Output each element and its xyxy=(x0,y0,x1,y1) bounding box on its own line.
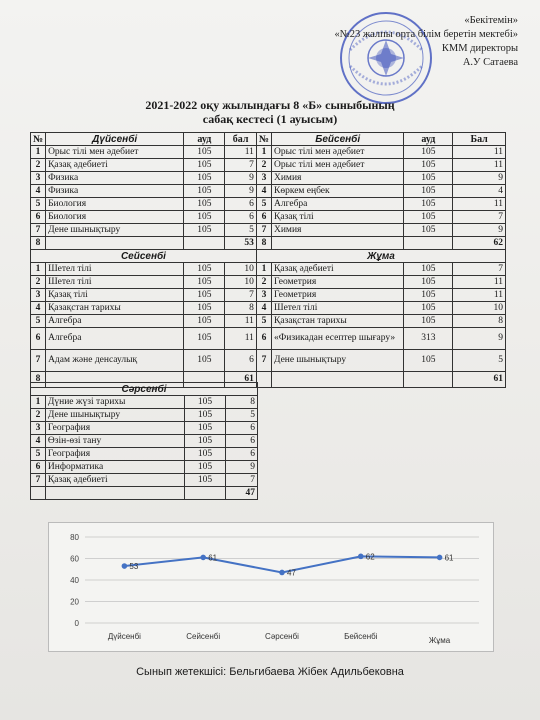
lesson-score: 7 xyxy=(225,289,257,302)
lesson-score: 8 xyxy=(453,315,506,328)
lesson-number: 2 xyxy=(31,409,46,422)
subject-name: «Физикадан есептер шығару» xyxy=(271,328,403,350)
lesson-score: 6 xyxy=(225,350,257,372)
y-tick-label: 20 xyxy=(70,597,79,607)
data-point xyxy=(279,570,285,576)
x-tick-label: Жұма xyxy=(428,636,451,645)
col-num: № xyxy=(256,133,271,146)
table-row xyxy=(31,276,506,289)
lesson-score: 11 xyxy=(453,159,506,172)
lesson-number: 2 xyxy=(31,276,46,289)
total-score: 61 xyxy=(225,372,257,388)
lesson-score: 11 xyxy=(225,328,257,350)
subject-name: Шетел тілі xyxy=(271,302,403,315)
approval-block xyxy=(334,14,518,70)
subject-name: Қазақстан тарихы xyxy=(46,302,184,315)
lesson-number: 5 xyxy=(256,315,271,328)
lesson-score: 8 xyxy=(226,396,258,409)
lesson-number: 1 xyxy=(31,396,46,409)
lesson-score: 4 xyxy=(453,185,506,198)
subject-name: Шетел тілі xyxy=(46,276,184,289)
title-line-1: 2021-2022 оқу жылындағы 8 «Б» сыныбының xyxy=(145,98,395,112)
lesson-number: 3 xyxy=(31,172,46,185)
subject-name: Адам және денсаулық xyxy=(46,350,184,372)
table-header-row xyxy=(31,133,506,146)
room-number: 105 xyxy=(184,263,225,276)
data-label: 61 xyxy=(208,553,218,563)
lesson-number: 4 xyxy=(31,435,46,448)
lesson-score: 9 xyxy=(453,224,506,237)
day-header-wednesday: Сәрсенбі xyxy=(31,383,258,396)
lesson-number: 6 xyxy=(31,461,46,474)
lesson-number: 6 xyxy=(31,211,46,224)
table-row xyxy=(31,289,506,302)
room-number: 105 xyxy=(404,263,453,276)
data-point xyxy=(200,555,206,561)
subject-name: Шетел тілі xyxy=(46,263,184,276)
lesson-number: 1 xyxy=(31,263,46,276)
lesson-score: 9 xyxy=(226,461,258,474)
subject-name: Геометрия xyxy=(271,276,403,289)
table-row xyxy=(31,224,506,237)
day-header-monday: Дүйсенбі xyxy=(46,133,184,146)
lesson-count: 8 xyxy=(31,237,46,250)
approval-line-1: «Бекітемін» xyxy=(464,15,518,26)
x-tick-label: Сейсенбі xyxy=(186,632,221,641)
lesson-score: 9 xyxy=(225,172,257,185)
lesson-score: 11 xyxy=(453,289,506,302)
table-row xyxy=(31,461,258,474)
lesson-count: 8 xyxy=(256,237,271,250)
total-score: 61 xyxy=(453,372,506,388)
lesson-number: 3 xyxy=(31,422,46,435)
lesson-number: 1 xyxy=(31,146,46,159)
table-row xyxy=(31,396,258,409)
total-score: 62 xyxy=(453,237,506,250)
subject-name: Көркем еңбек xyxy=(271,185,403,198)
table-row xyxy=(31,409,258,422)
col-score: бал xyxy=(225,133,257,146)
subject-name: Орыс тілі мен әдебиет xyxy=(46,146,184,159)
lesson-number: 3 xyxy=(256,172,271,185)
room-number: 105 xyxy=(184,328,225,350)
y-tick-label: 40 xyxy=(70,576,79,585)
room-number: 105 xyxy=(184,211,225,224)
subject-name: Дене шынықтыру xyxy=(271,350,403,372)
lesson-number: 7 xyxy=(31,474,46,487)
room-number: 105 xyxy=(184,276,225,289)
lesson-number: 4 xyxy=(31,302,46,315)
subject-name: Қазақ тілі xyxy=(46,289,184,302)
table-row xyxy=(31,159,506,172)
subject-name: Орыс тілі мен әдебиет xyxy=(271,146,403,159)
subject-name: Химия xyxy=(271,172,403,185)
lesson-number: 5 xyxy=(256,198,271,211)
lesson-number: 3 xyxy=(31,289,46,302)
room-number: 105 xyxy=(184,461,226,474)
room-number: 105 xyxy=(184,198,225,211)
room-number: 105 xyxy=(184,289,225,302)
room-number: 105 xyxy=(184,315,225,328)
lesson-score: 10 xyxy=(453,302,506,315)
lesson-count: 8 xyxy=(31,372,46,388)
lesson-score: 8 xyxy=(225,302,257,315)
lesson-score: 7 xyxy=(225,159,257,172)
table-row xyxy=(31,211,506,224)
lesson-score: 7 xyxy=(226,474,258,487)
room-number: 105 xyxy=(184,435,226,448)
lesson-number: 2 xyxy=(31,159,46,172)
schedule-table-wednesday xyxy=(30,382,258,500)
room-number: 105 xyxy=(184,302,225,315)
subject-name: Дүние жүзі тарихы xyxy=(45,396,184,409)
lesson-score: 9 xyxy=(453,328,506,350)
lesson-number: 1 xyxy=(256,263,271,276)
table-row xyxy=(31,350,506,372)
room-number: 105 xyxy=(184,448,226,461)
day-header-row xyxy=(31,383,258,396)
y-tick-label: 0 xyxy=(74,619,79,628)
col-score: Бал xyxy=(453,133,506,146)
lesson-score: 6 xyxy=(226,422,258,435)
subject-name: Алгебра xyxy=(46,328,184,350)
subject-name: Қазақ әдебиеті xyxy=(46,159,184,172)
table-row xyxy=(31,198,506,211)
lesson-number: 4 xyxy=(256,302,271,315)
data-label: 47 xyxy=(287,568,296,578)
day-header-thursday: Бейсенбі xyxy=(271,133,403,146)
room-number: 105 xyxy=(404,159,453,172)
lesson-number: 4 xyxy=(31,185,46,198)
lesson-score: 10 xyxy=(225,276,257,289)
room-number: 105 xyxy=(184,224,225,237)
lesson-score: 11 xyxy=(225,146,257,159)
lesson-score: 5 xyxy=(453,350,506,372)
lesson-score: 6 xyxy=(226,435,258,448)
subject-name: Дене шынықтыру xyxy=(45,409,184,422)
room-number: 105 xyxy=(404,185,453,198)
room-number: 105 xyxy=(404,350,453,372)
data-point xyxy=(358,554,364,560)
table-row xyxy=(31,422,258,435)
day-header-friday: Жұма xyxy=(256,250,505,263)
table-row xyxy=(31,172,506,185)
table-row xyxy=(31,328,506,350)
lesson-number: 6 xyxy=(31,328,46,350)
total-row xyxy=(31,237,506,250)
subject-name: Физика xyxy=(46,185,184,198)
room-number: 313 xyxy=(404,328,453,350)
lesson-score: 11 xyxy=(453,146,506,159)
lesson-score: 5 xyxy=(226,409,258,422)
table-row xyxy=(31,315,506,328)
room-number: 105 xyxy=(184,146,225,159)
table-row xyxy=(31,146,506,159)
lesson-score: 11 xyxy=(453,276,506,289)
table-row xyxy=(31,302,506,315)
subject-name: Биология xyxy=(46,198,184,211)
weekly-score-chart xyxy=(48,522,494,652)
lesson-score: 11 xyxy=(453,198,506,211)
lesson-number: 2 xyxy=(256,159,271,172)
lesson-number: 6 xyxy=(256,328,271,350)
lesson-number: 4 xyxy=(256,185,271,198)
lesson-score: 5 xyxy=(225,224,257,237)
day-header-tuesday: Сейсенбі xyxy=(31,250,257,263)
subject-name: Информатика xyxy=(45,461,184,474)
subject-name: Дене шынықтыру xyxy=(46,224,184,237)
lesson-number: 7 xyxy=(256,350,271,372)
lesson-score: 6 xyxy=(225,211,257,224)
lesson-score: 9 xyxy=(453,172,506,185)
lesson-score: 6 xyxy=(226,448,258,461)
subject-name: Биология xyxy=(46,211,184,224)
room-number: 105 xyxy=(184,396,226,409)
lesson-number: 5 xyxy=(31,448,46,461)
subject-name: Геометрия xyxy=(271,289,403,302)
subject-name: География xyxy=(45,448,184,461)
x-tick-label: Дүйсенбі xyxy=(107,632,141,641)
subject-name: Қазақстан тарихы xyxy=(271,315,403,328)
table-row xyxy=(31,263,506,276)
subject-name: Алгебра xyxy=(46,315,184,328)
subject-name: География xyxy=(45,422,184,435)
room-number: 105 xyxy=(184,422,226,435)
schedule-table-mon-thu xyxy=(30,132,506,388)
total-row xyxy=(31,487,258,500)
approval-line-2: «№23 жалпы орта білім беретін мектебі» xyxy=(334,29,518,40)
lesson-number: 2 xyxy=(256,276,271,289)
lesson-number: 7 xyxy=(31,350,46,372)
document-title xyxy=(0,98,540,126)
y-tick-label: 80 xyxy=(70,533,79,542)
subject-name: Физика xyxy=(46,172,184,185)
lesson-score: 10 xyxy=(225,263,257,276)
col-room: ауд xyxy=(404,133,453,146)
table-row xyxy=(31,448,258,461)
chart-svg xyxy=(49,523,493,651)
data-label: 53 xyxy=(129,562,139,572)
data-label: 61 xyxy=(444,553,454,563)
room-number: 105 xyxy=(184,474,226,487)
subject-name: Қазақ әдебиеті xyxy=(45,474,184,487)
table-row xyxy=(31,185,506,198)
lesson-number: 5 xyxy=(31,198,46,211)
approval-line-4: А.У Сатаева xyxy=(462,57,518,68)
lesson-number: 6 xyxy=(256,211,271,224)
lesson-number: 1 xyxy=(256,146,271,159)
x-tick-label: Сәрсенбі xyxy=(265,632,299,641)
lesson-number: 7 xyxy=(256,224,271,237)
data-label: 62 xyxy=(365,552,375,562)
title-line-2: сабақ кестесі (1 ауысым) xyxy=(202,112,338,126)
room-number: 105 xyxy=(184,159,225,172)
class-teacher-line: Сынып жетекшісі: Бельгибаева Жібек Адильбековна xyxy=(136,666,404,678)
lesson-score: 7 xyxy=(453,211,506,224)
room-number: 105 xyxy=(404,198,453,211)
subject-name: Орыс тілі мен әдебиет xyxy=(271,159,403,172)
lesson-score: 9 xyxy=(225,185,257,198)
lesson-number: 5 xyxy=(31,315,46,328)
room-number: 105 xyxy=(404,276,453,289)
x-tick-label: Бейсенбі xyxy=(344,632,378,641)
lesson-score: 11 xyxy=(225,315,257,328)
total-score: 47 xyxy=(226,487,258,500)
room-number: 105 xyxy=(184,185,225,198)
col-room: ауд xyxy=(184,133,225,146)
room-number: 105 xyxy=(404,146,453,159)
y-tick-label: 60 xyxy=(70,554,79,564)
data-point xyxy=(437,555,443,561)
col-num: № xyxy=(31,133,46,146)
lesson-score: 6 xyxy=(225,198,257,211)
day-header-row xyxy=(31,250,506,263)
total-score: 53 xyxy=(225,237,257,250)
room-number: 105 xyxy=(404,172,453,185)
lesson-number: 7 xyxy=(31,224,46,237)
subject-name: Қазақ әдебиеті xyxy=(271,263,403,276)
room-number: 105 xyxy=(184,350,225,372)
table-row xyxy=(31,474,258,487)
lesson-number: 3 xyxy=(256,289,271,302)
room-number: 105 xyxy=(404,211,453,224)
table-row xyxy=(31,435,258,448)
room-number: 105 xyxy=(404,315,453,328)
room-number: 105 xyxy=(404,289,453,302)
subject-name: Өзін-өзі тану xyxy=(45,435,184,448)
room-number: 105 xyxy=(184,409,226,422)
subject-name: Химия xyxy=(271,224,403,237)
room-number: 105 xyxy=(404,302,453,315)
subject-name: Алгебра xyxy=(271,198,403,211)
room-number: 105 xyxy=(404,224,453,237)
data-point xyxy=(122,563,128,569)
subject-name: Қазақ тілі xyxy=(271,211,403,224)
lesson-score: 7 xyxy=(453,263,506,276)
approval-line-3: КММ директоры xyxy=(441,43,518,54)
room-number: 105 xyxy=(184,172,225,185)
